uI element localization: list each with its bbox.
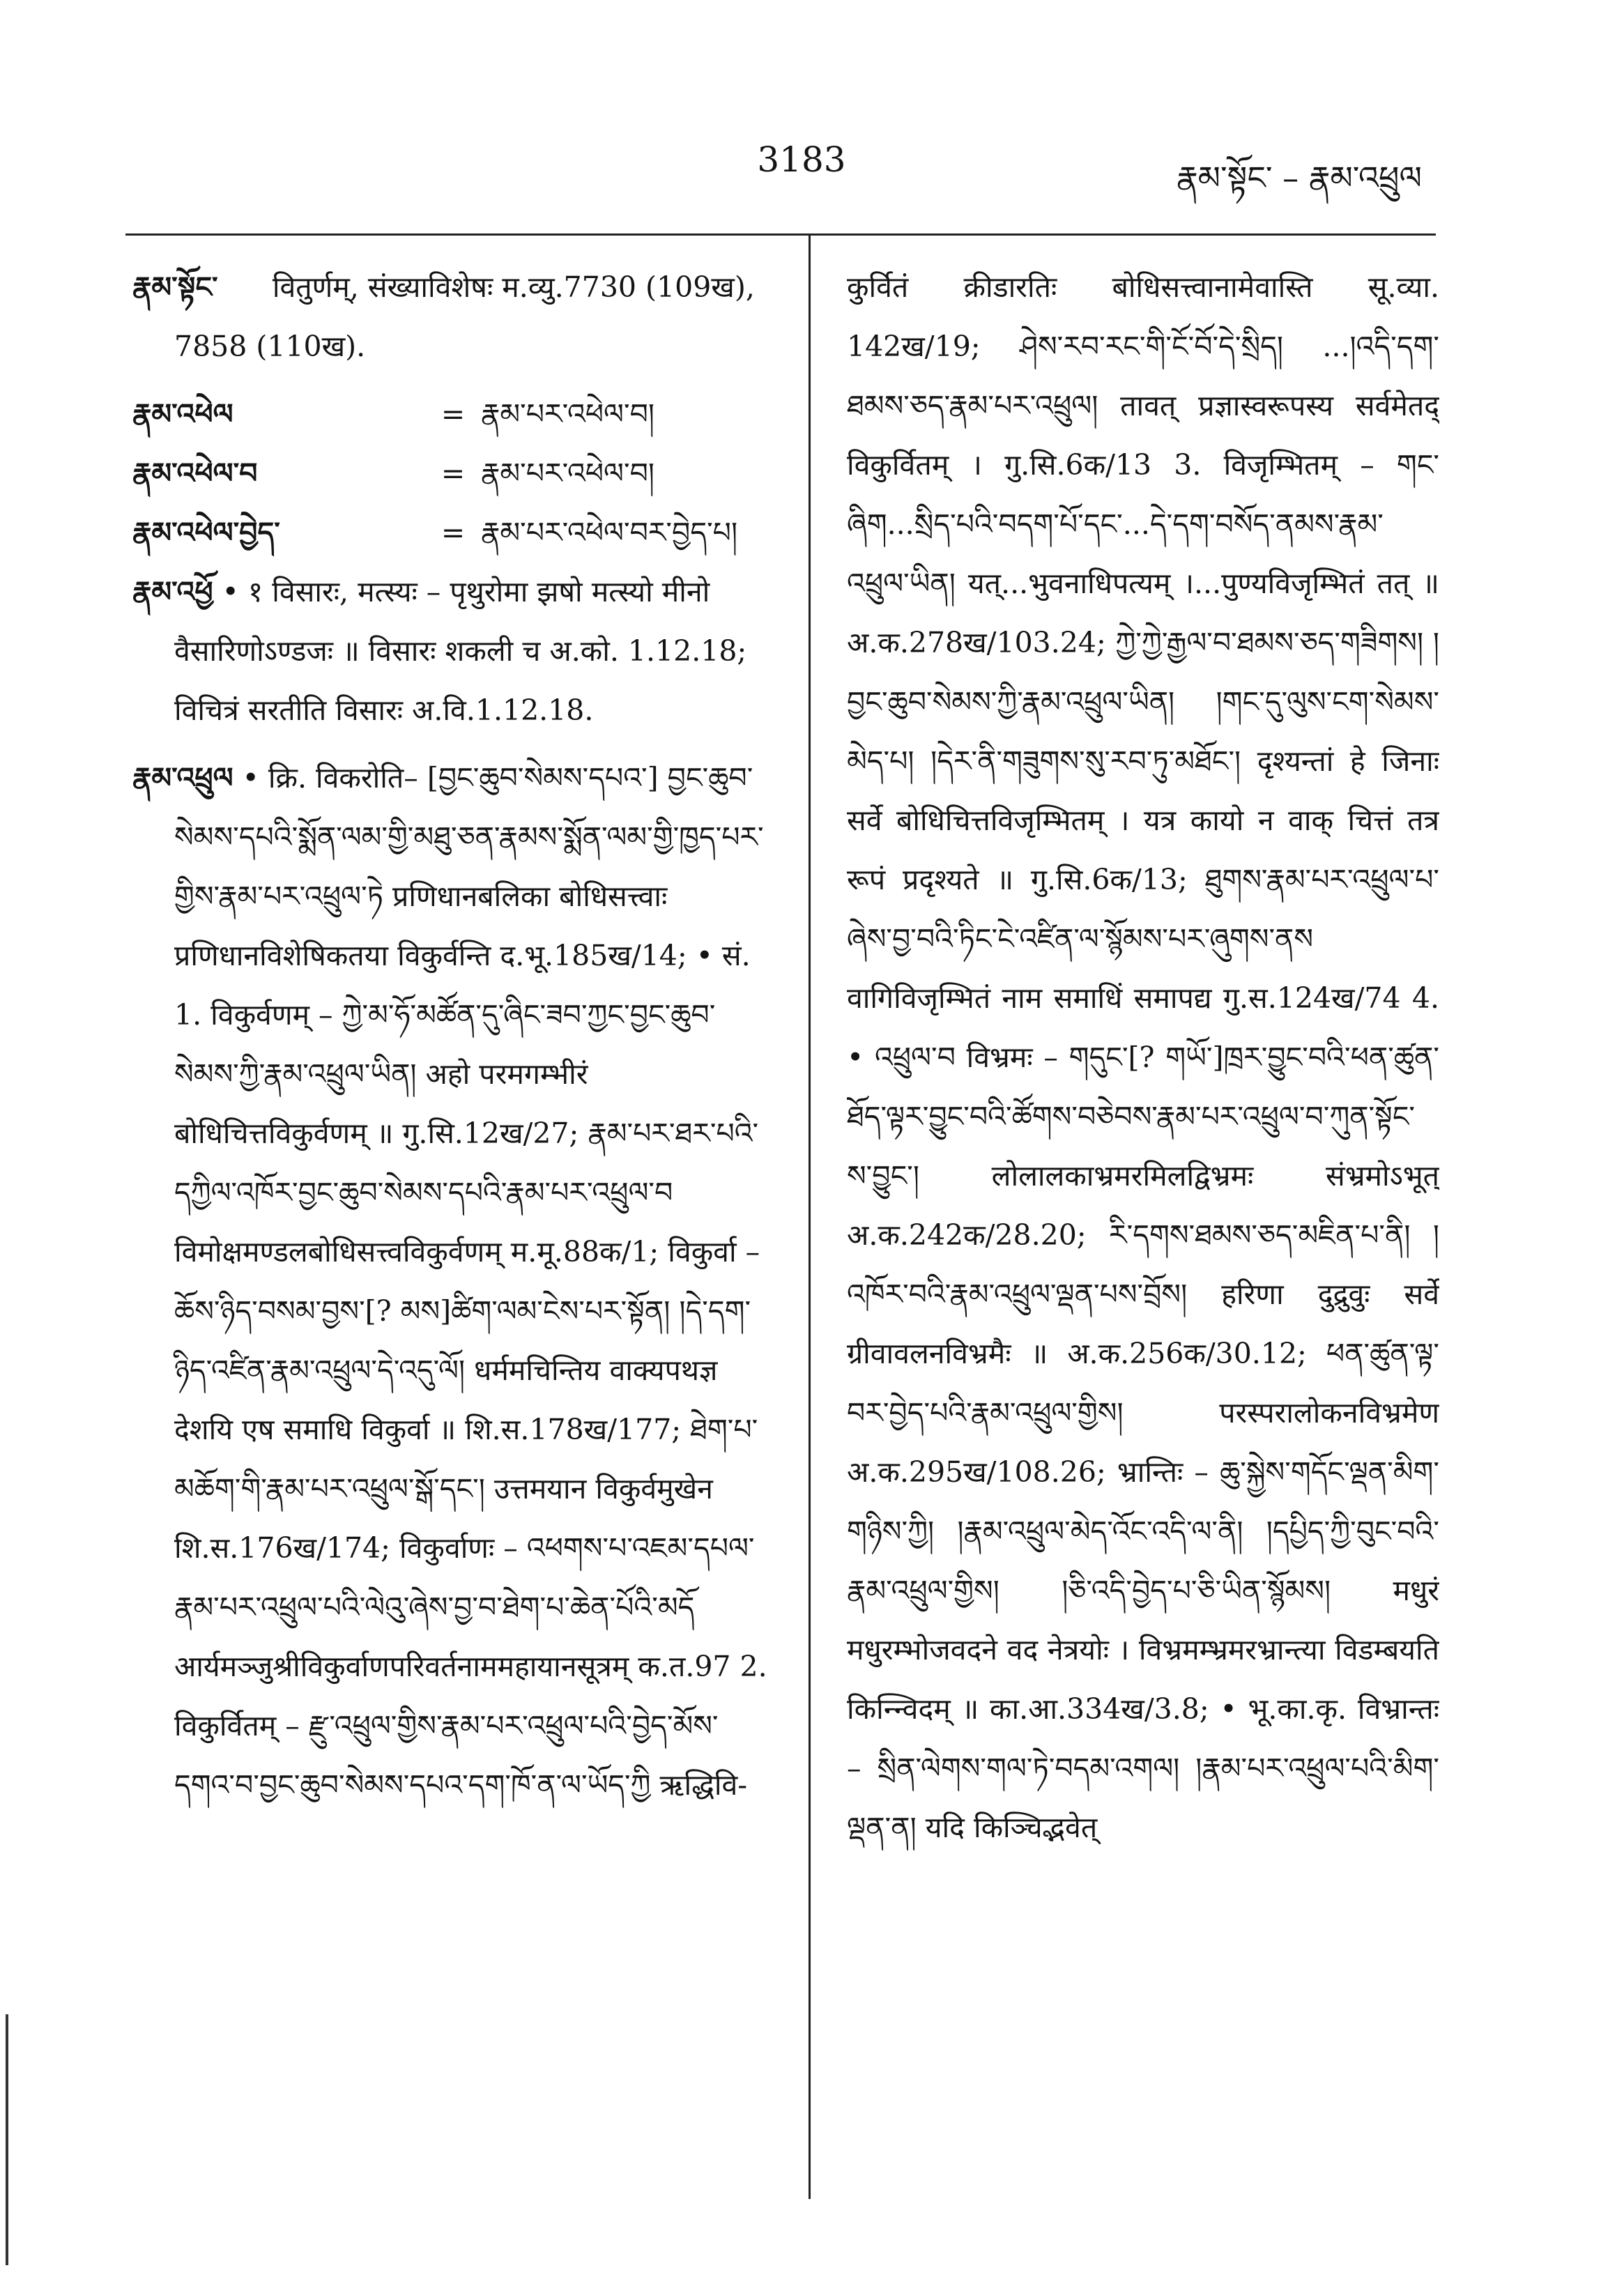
cross-reference-row xyxy=(132,385,774,444)
running-header: རྣམ་སྟོང་ – རྣམ་འཕྲུལ xyxy=(1176,159,1422,197)
cross-reference-target: རྣམ་པར་འཕེལ་བ། xyxy=(481,397,654,431)
cross-reference-head: རྣམ་འཕེལ་བ xyxy=(132,457,258,490)
dictionary-entry xyxy=(132,749,774,1815)
continued-entry-text: कुर्वितं क्रीडारतिः बोधिसत्त्वानामेवास्ति सू.व्या. 142ख/19; ཤེས་རབ་རང་གི་ངོ་བོ་དེ་སྲིད། ...།འདི་དག་ཐམས་ཅད་རྣམ་པར་འཕྲུལ། तावत् प्रज्ञास्वरूपस्य सर्वमेतद् विकुर्वितम् । गु.सि.6क/13 3. विजृम्भितम् – གང་ཞིག...སྲིད་པའི་བདག་པོ་དང་...དེ་དག་བསོད་ནམས་རྣམ་འཕྲུལ་ཡིན། यत्...भुवनाधिपत्यम् ।...पुण्यविजृम्भितं तत् ॥ अ.क.278ख/103.24; ཀྱེ་ཀྱེ་རྒྱལ་བ་ཐམས་ཅད་གཟིགས། །བྱང་ཆུབ་སེམས་ཀྱི་རྣམ་འཕྲུལ་ཡིན། །གང་དུ་ལུས་ངག་སེམས་མེད་པ། །དེར་ནི་གཟུགས་སུ་རབ་ཏུ་མཐོང་། दृश्यन्तां हे जिनाः सर्वे बोधिचित्तविजृम्भितम् । यत्र कायो न वाक् चित्तं तत्र रूपं प्रदृश्यते ॥ गु.सि.6क/13; ཐུགས་རྣམ་པར་འཕྲུལ་པ་ཞེས་བྱ་བའི་ཏིང་ངེ་འཛིན་ལ་སྙོམས་པར་ཞུགས་ནས वागिविजृम्भितं नाम समाधिं समापद्य गु.स.124ख/74 4. • འཕྲུལ་བ विभ्रमः – གདུང་[? གཡོ་]ཁྲར་བྱུང་བའི་ཕན་ཚུན་ཐོད་ལྟར་བྱུང་བའི་ཚོགས་བཅེབས་རྣམ་པར་འཕྲུལ་བ་ཀུན་སྟོང་ས་བྱུང་། लोलालकाभ्रमरमिलद्विभ्रमः संभ्रमोऽभूत् अ.क.242क/28.20; རི་དགས་ཐམས་ཅད་མཇིན་པ་ནི། །འཁོར་བའི་རྣམ་འཕྲུལ་ལྡན་པས་བྲོས། हरिणा दुद्रुवुः सर्वे ग्रीवावलनविभ्रमैः ॥ अ.क.256क/30.12; ཕན་ཚུན་ལྟ་བར་བྱེད་པའི་རྣམ་འཕྲུལ་གྱིས། परस्परालोकनविभ्रमेण अ.क.295ख/108.26; भ्रान्तिः – ཆུ་སྐྱེས་གདོང་ལྡན་མིག་གཉིས་ཀྱི། །རྣམ་འཕྲུལ་མེད་འོང་འདི་ལ་ནི། །དཔྱིད་ཀྱི་བུང་བའི་རྣམ་འཕྲུལ་གྱིས། །ཅི་འདི་བྱེད་པ་ཅི་ཡིན་སྙོམས། मधुरं मधुरम्भोजवदने वद नेत्रयोः । विभ्रमम्भ्रमरभ्रान्त्या विडम्बयति किन्न्विदम् ॥ का.आ.334ख/3.8; • भू.का.कृ. विभ्रान्तः – སྲིན་ལེགས་གལ་ཏེ་བདམ་འགལ། །རྣམ་པར་འཕྲུལ་པའི་མིག་ལྡན་ན། यदि किञ्चिद्भवेत् xyxy=(847,270,1439,1844)
page-number: 3183 xyxy=(757,139,846,180)
cross-reference-row xyxy=(132,444,774,503)
cross-reference-target: རྣམ་པར་འཕེལ་བ། xyxy=(481,457,654,490)
entry-text: • क्रि. विकरोति– [བྱང་ཆུབ་སེམས་དཔའ་] བྱང་ཆུབ་སེམས་དཔའི་སྨོན་ལམ་གྱི་མཐུ་ཅན་རྣམས་སྨོན་ལམ་གྱི་ཁྱད་པར་གྱིས་རྣམ་པར་འཕྲུལ་ཏེ प्रणिधानबलिका बोधिसत्त्वाः प्रणिधानविशेषिकतया विकुर्वन्ति द.भू.185ख/14; • सं. 1. विकुर्वणम् – ཀྱེ་མ་ཧོ་མཚོན་དུ་ཞིང་ཟབ་ཀྱང་བྱང་ཆུབ་སེམས་ཀྱི་རྣམ་འཕྲུལ་ཡིན། अहो परमगम्भीरं बोधिचित्तविकुर्वणम् ॥ गु.सि.12ख/27; རྣམ་པར་ཐར་པའི་དཀྱིལ་འཁོར་བྱང་ཆུབ་སེམས་དཔའི་རྣམ་པར་འཕྲུལ་བ विमोक्षमण्डलबोधिसत्त्वविकुर्वणम् म.मू.88क/1; विकुर्वा – ཆོས་ཉིད་བསམ་བྱས་[? མས]ཚིག་ལམ་ངེས་པར་སྟོན། །དེ་དག་ཉིད་འཛིན་རྣམ་འཕྲུལ་དེ་འདུ་ལོ། धर्ममचिन्तिय वाक्यपथज्ञ देशयि एष समाधि विकुर्वा ॥ शि.स.178ख/177; ཐེག་པ་མཆོག་གི་རྣམ་པར་འཕྲུལ་སྒོ་དང་། उत्तमयान विकुर्वमुखेन शि.स.176ख/174; विकुर्वाणः – འཕགས་པ་འཇམ་དཔལ་རྣམ་པར་འཕྲུལ་པའི་ལེའུ་ཞེས་བྱ་བ་ཐེག་པ་ཆེན་པོའི་མདོ आर्यमञ्जुश्रीविकुर्वाणपरिवर्तनाममहायानसूत्रम् क.त.97 2. विकुर्वितम् – རྫུ་འཕྲུལ་གྱིས་རྣམ་པར་འཕྲུལ་པའི་བྱེད་མོས་དགའ་བ་བྱང་ཆུབ་སེམས་དཔའ་དག་ཁོ་ན་ལ་ཡོད་ཀྱི ऋद्धिवि- xyxy=(174,761,767,1802)
entry-headword: རྣམ་སྟོང་ xyxy=(132,270,218,304)
equals-sign: = xyxy=(441,397,466,431)
cross-reference-head: རྣམ་འཕེལ་བྱེད་ xyxy=(132,516,280,549)
cross-reference-row xyxy=(132,503,774,562)
cross-reference-target: རྣམ་པར་འཕེལ་བར་བྱེད་པ། xyxy=(481,516,738,549)
header-rule xyxy=(125,233,1436,236)
left-column xyxy=(132,258,774,2196)
dictionary-entry xyxy=(132,562,774,740)
cross-reference-head: རྣམ་འཕེལ xyxy=(132,397,233,431)
entry-headword: རྣམ་འཕྱོ xyxy=(132,575,213,608)
entry-text: • १ विसारः, मत्स्यः – पृथुरोमा झषो मत्स्यो मीनो वैसारिणोऽण्डजः ॥ विसारः शकली च अ.को. 1.12.18; विचित्रं सरतीति विसारः अ.वि.1.12.18. xyxy=(174,575,747,727)
page-edge-mark xyxy=(6,2014,8,2265)
entry-text: वितुर्णम्, संख्याविशेषः म.व्यु.7730 (109ख), 7858 (110ख). xyxy=(174,270,755,363)
dictionary-entry xyxy=(132,258,774,376)
equals-sign: = xyxy=(441,516,466,549)
column-divider xyxy=(809,233,811,2199)
equals-sign: = xyxy=(441,457,466,490)
right-column xyxy=(847,258,1439,2196)
entry-headword: རྣམ་འཕྲུལ xyxy=(132,761,233,795)
